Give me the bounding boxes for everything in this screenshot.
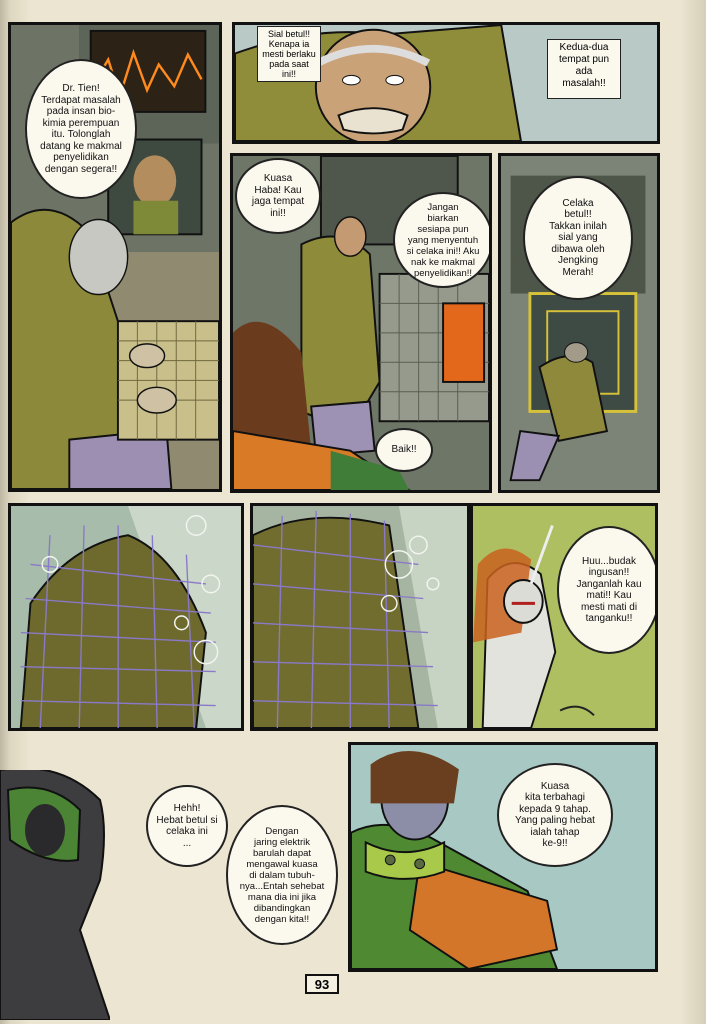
- panel-5-netted-body: [8, 503, 244, 731]
- panel-7-masked-villain: [470, 503, 658, 731]
- panel-4-running: [498, 153, 660, 493]
- speech-bubble-hehh: Hehh! Hebat betul si celaka ini ...: [146, 785, 228, 867]
- panel-3-control-room: [230, 153, 492, 493]
- panel-6-netted-closeup: [250, 503, 470, 731]
- speech-bubble-kuasa-9-tahap: Kuasa kita terbahagi kepada 9 tahap. Yang paling hebat ialah tahap ke-9!!: [497, 763, 613, 867]
- speech-bubble-jangan-biarkan: Jangan biarkan sesiapa pun yang menyentuh si celaka ini!! Aku nak ke makmal penyelidikan!!: [393, 192, 492, 288]
- caption-kedua-dua: Kedua-dua tempat pun ada masalah!!: [547, 39, 621, 99]
- panel-1-lab-scientist: [8, 22, 222, 492]
- speech-bubble-budak-ingusan: Huu...budak ingusan!! Janganlah kau mati!! Kau mesti mati di tanganku!!: [557, 526, 658, 654]
- panel-8-green-warrior: [348, 742, 658, 972]
- dark-figure-silhouette: [0, 770, 110, 1020]
- speech-bubble-dr-tien: Dr. Tien! Terdapat masalah pada insan bio- kimia perempuan itu. Tolonglah datang ke makmal penyelidikan dengan segera!!: [25, 59, 137, 199]
- caption-sial-betul: Sial betul!! Kenapa ia mesti berlaku pada saat ini!!: [257, 26, 321, 82]
- speech-bubble-dengan-jaring: Dengan jaring elektrik barulah dapat mengawal kuasa di dalam tubuh- nya...Entah sehebat mana dia ini jika dibandingkan dengan kita!!: [226, 805, 338, 945]
- thought-bubble-celaka-betul: Celaka betul!! Takkan inilah sial yang dibawa oleh Jengking Merah!: [523, 176, 633, 300]
- speech-bubble-kuasa-haba: Kuasa Haba! Kau jaga tempat ini!!: [235, 158, 321, 234]
- speech-bubble-baik: Baik!!: [375, 428, 433, 472]
- panel-2-angry-face: [232, 22, 660, 144]
- page-number: 93: [305, 974, 339, 994]
